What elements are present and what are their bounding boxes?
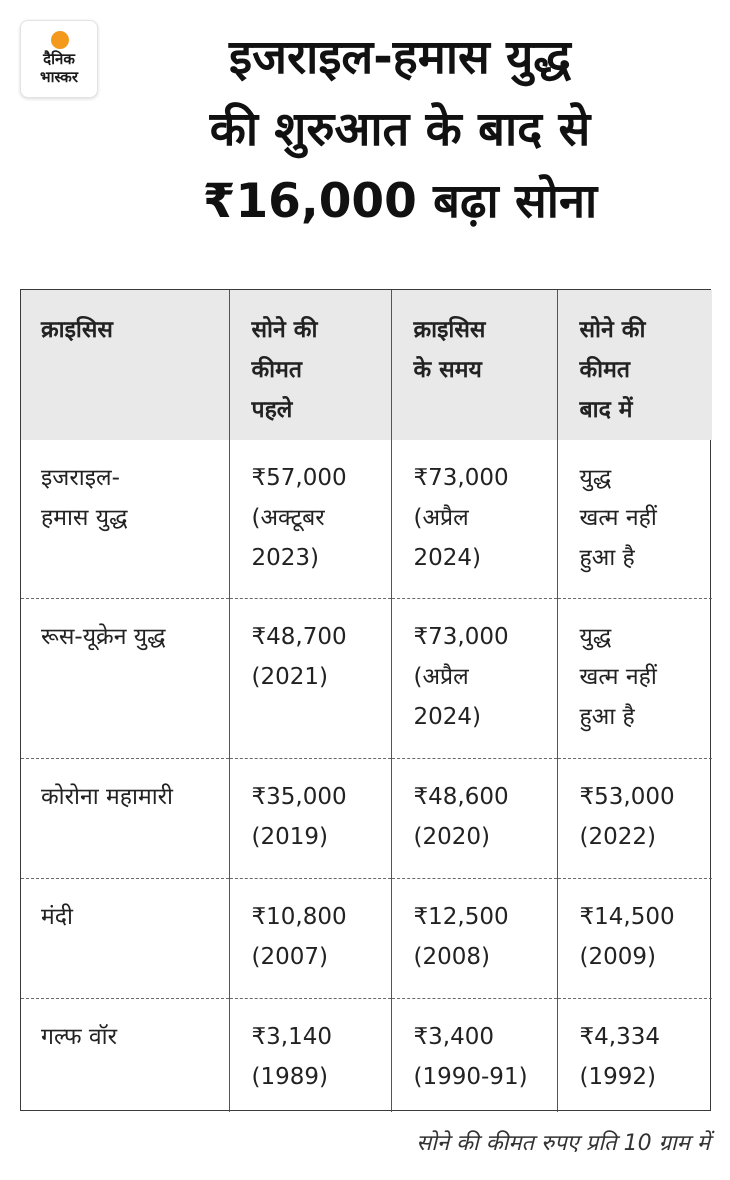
cell-before: ₹48,700 (2021) [229,598,391,758]
cell-during: ₹73,000 (अप्रैल 2024) [391,440,557,598]
cell-after: ₹53,000 (2022) [557,758,712,878]
table-row [21,878,712,998]
dainik-bhaskar-logo [20,20,98,98]
cell-after: युद्ध खत्म नहीं हुआ है [557,598,712,758]
cell-before: ₹10,800 (2007) [229,878,391,998]
header-crisis: क्राइसिस [21,290,229,440]
table-row [21,758,712,878]
table-row [21,998,712,1112]
header-price-before: सोने की कीमत पहले [229,290,391,440]
table-row [21,598,712,758]
cell-before: ₹3,140 (1989) [229,998,391,1112]
cell-after: युद्ध खत्म नहीं हुआ है [557,440,712,598]
cell-during: ₹73,000 (अप्रैल 2024) [391,598,557,758]
cell-after: ₹14,500 (2009) [557,878,712,998]
cell-crisis: गल्फ वॉर [21,998,229,1112]
cell-during: ₹12,500 (2008) [391,878,557,998]
header-during-crisis: क्राइसिस के समय [391,290,557,440]
cell-before: ₹57,000 (अक्टूबर 2023) [229,440,391,598]
sun-icon [51,31,69,49]
headline [110,22,690,238]
headline-line2: की शुरुआत के बाद से [209,102,591,157]
cell-crisis: रूस-यूक्रेन युद्ध [21,598,229,758]
cell-during: ₹48,600 (2020) [391,758,557,878]
logo-text-line1: दैनिक [43,50,75,68]
cell-before: ₹35,000 (2019) [229,758,391,878]
cell-after: ₹4,334 (1992) [557,998,712,1112]
cell-during: ₹3,400 (1990-91) [391,998,557,1112]
headline-line1: इजराइल-हमास युद्ध [229,30,571,85]
cell-crisis: मंदी [21,878,229,998]
logo-text-line2: भास्कर [40,68,78,86]
gold-price-table [20,289,711,1111]
header-price-after: सोने की कीमत बाद में [557,290,712,440]
headline-line3: ₹16,000 बढ़ा सोना [202,174,598,229]
table-row [21,440,712,598]
cell-crisis: इजराइल- हमास युद्ध [41,465,128,531]
table-header-row [21,290,712,440]
footnote: सोने की कीमत रुपए प्रति 10 ग्राम में [416,1131,710,1156]
cell-crisis: कोरोना महामारी [21,758,229,878]
